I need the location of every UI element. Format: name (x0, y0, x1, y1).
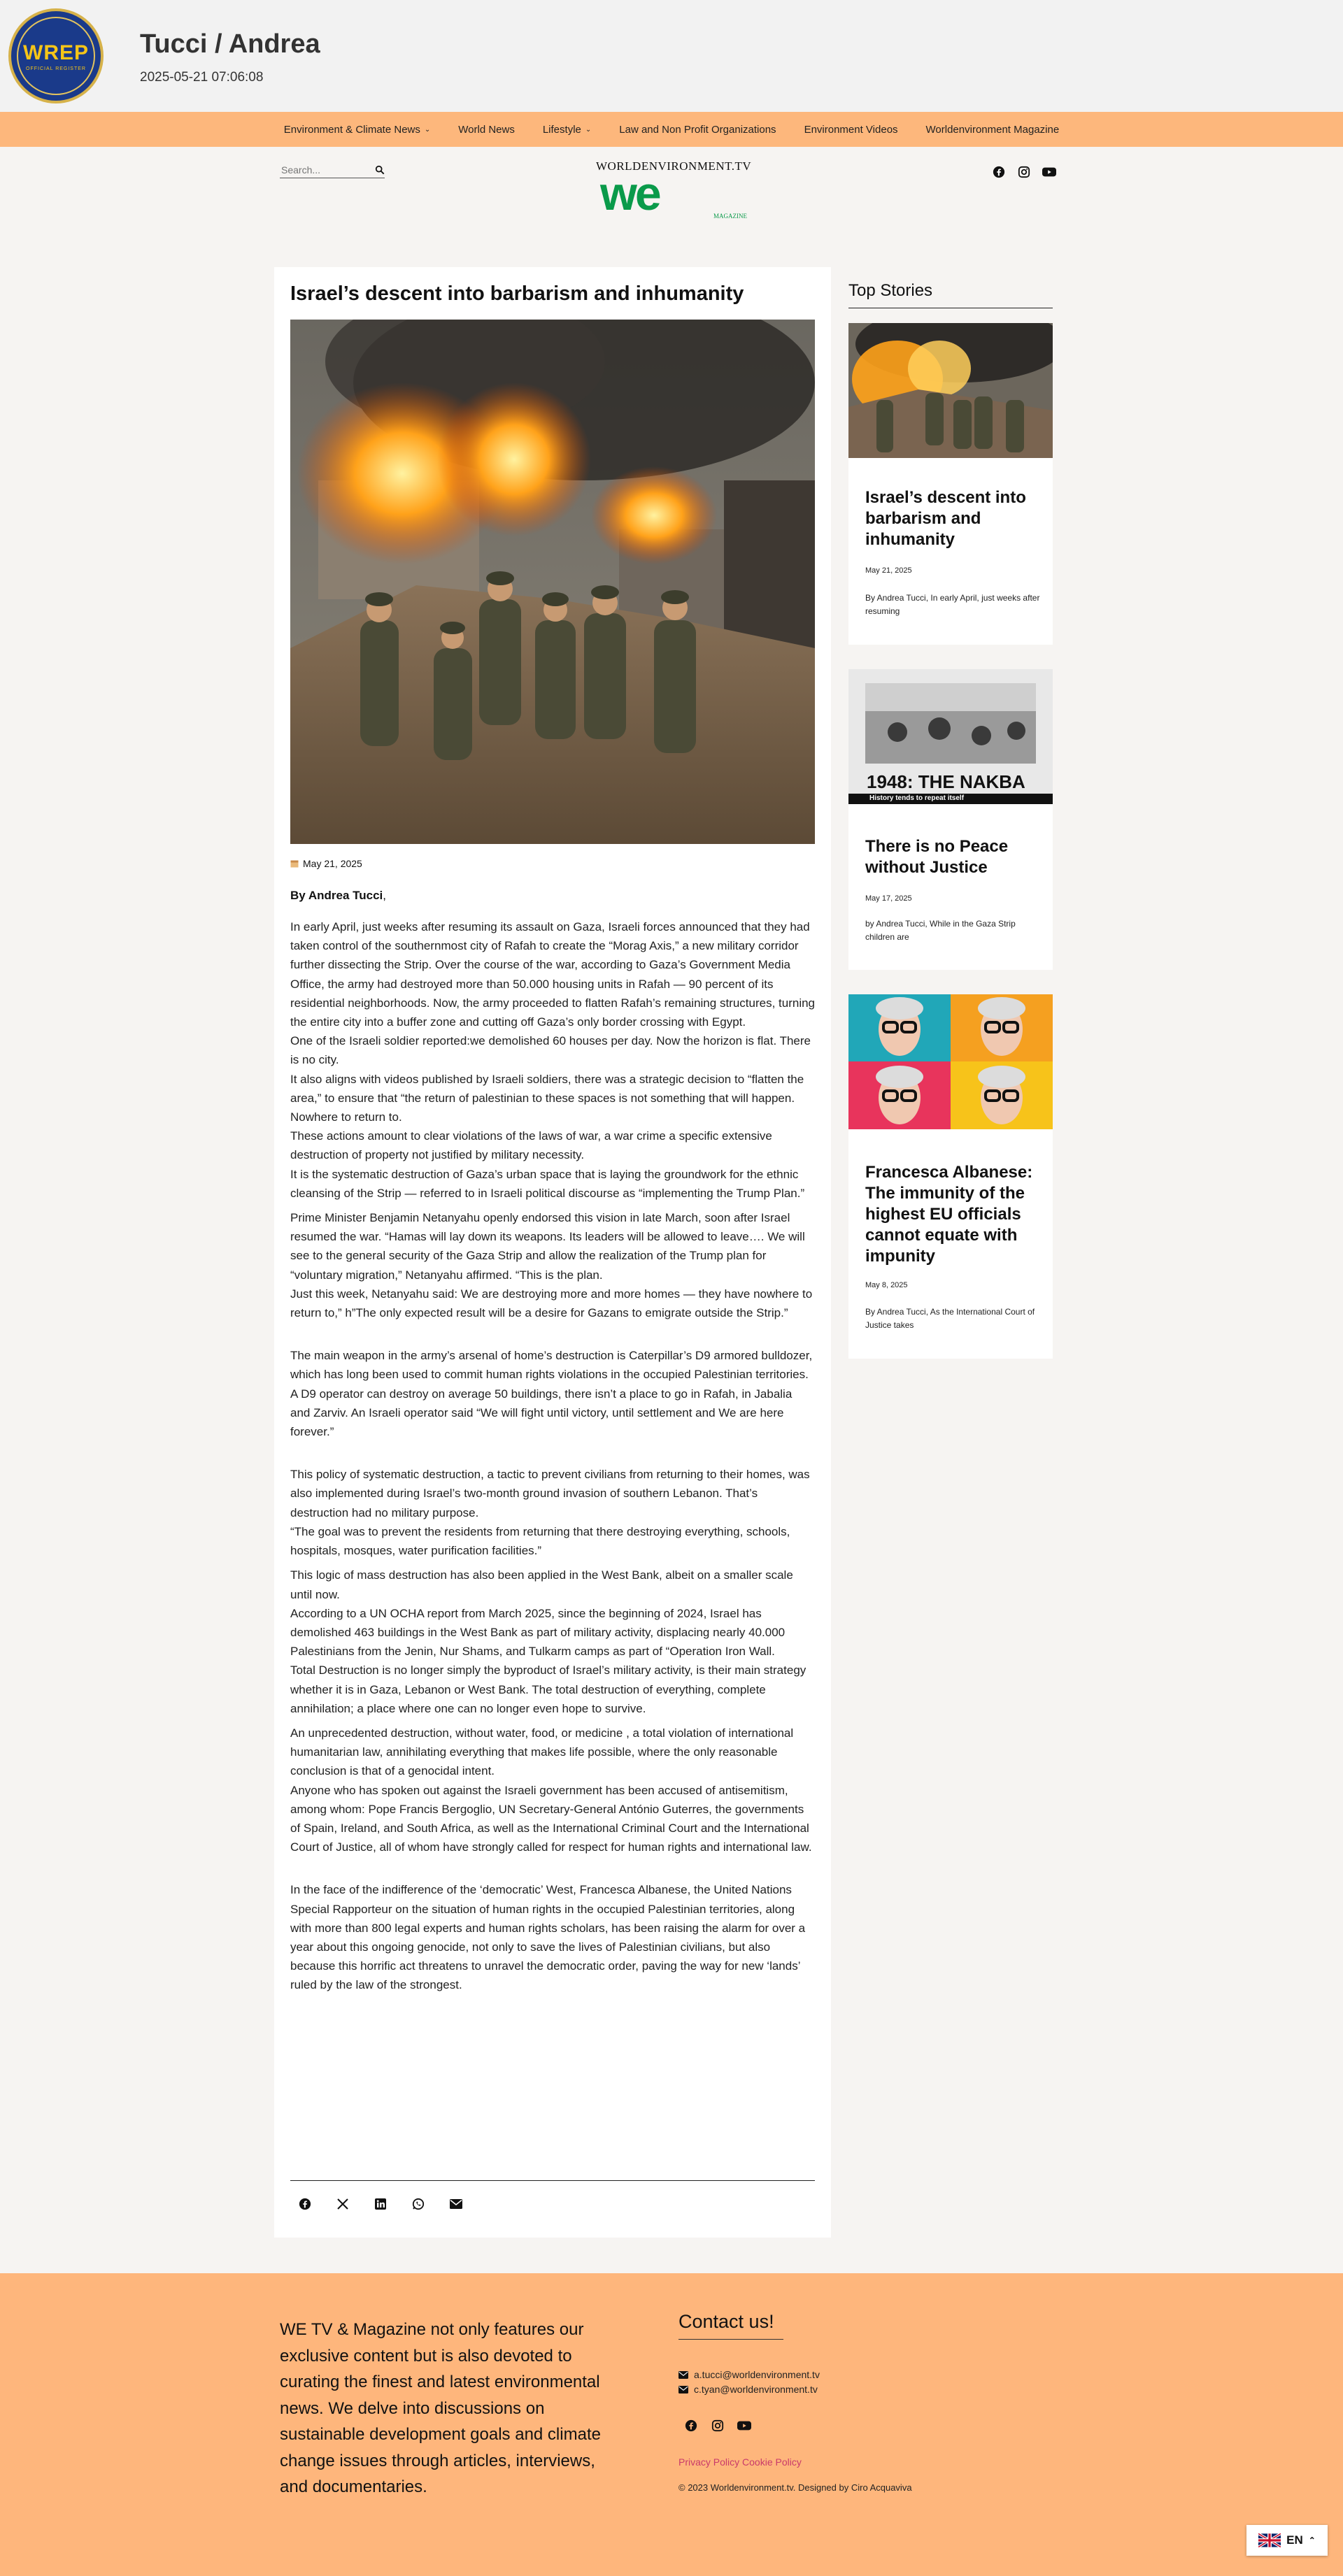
author-header (0, 0, 1343, 112)
cookie-policy-link[interactable]: Cookie Policy (742, 2456, 802, 2468)
search-icon[interactable] (375, 165, 385, 175)
nav-item-environment-climate-news[interactable] (284, 124, 430, 136)
article-hero-image (290, 320, 815, 844)
story-date: May 8, 2025 (865, 1281, 908, 1289)
uk-flag-icon (1258, 2533, 1281, 2547)
story-date: May 21, 2025 (865, 566, 912, 575)
youtube-icon[interactable] (1042, 165, 1056, 179)
nav-item-law-nonprofit[interactable] (619, 124, 776, 136)
story-excerpt: By Andrea Tucci, In early April, just weeks after resuming (865, 593, 1040, 616)
instagram-icon[interactable] (1017, 165, 1031, 179)
story-title[interactable]: There is no Peace without Justice (865, 837, 1009, 877)
chevron-down-icon: ⌄ (424, 125, 431, 134)
nav-item-label: World News (458, 123, 515, 136)
story-excerpt: By Andrea Tucci, As the International Court of Justice takes (865, 1307, 1035, 1330)
top-stories-heading: Top Stories (848, 281, 933, 300)
footer-copyright: © 2023 Worldenvironment.tv. Designed by Ciro Acquaviva (678, 2482, 912, 2493)
story-excerpt: by Andrea Tucci, While in the Gaza Strip children are (865, 919, 1016, 942)
language-code: EN (1286, 2533, 1303, 2547)
nav-item-environment-videos[interactable] (804, 124, 898, 136)
hero-photo-illustration (290, 320, 815, 844)
nav-item-label: Law and Non Profit Organizations (619, 123, 776, 136)
footer-contact-heading: Contact us! (678, 2311, 774, 2332)
facebook-icon[interactable] (684, 2419, 698, 2433)
nav-item-label: Environment & Climate News (283, 123, 420, 136)
story-card[interactable] (848, 994, 1053, 1359)
footer-email-link[interactable] (678, 2384, 818, 2395)
article-paragraph: In the face of the indifference of the ‘democratic’ West, Francesca Albanese, the United Nations Special Rapporteur on the situation of human rights in the occupied Palestinian territories, along with more than 800 legal experts and human rights scholars, has been raising the alarm for over a year about this ongoing genocide, not only to save the lives of Palestinian civilians, but also because this horrific act threatens to unravel the democratic order, paving the way for new ‘lands’ ruled by the law of the strongest. (290, 1883, 806, 1992)
article-title: Israel’s descent into barbarism and inhumanity (290, 282, 744, 305)
x-share-icon[interactable] (336, 2197, 350, 2211)
nav-item-lifestyle[interactable] (543, 124, 591, 136)
story-thumb-image-1 (848, 323, 1053, 458)
story-thumbnail[interactable] (848, 669, 1053, 804)
we-logo-top-text: WORLDENVIRONMENT.TV (596, 159, 752, 173)
envelope-icon (678, 2371, 688, 2379)
article-paragraph: Prime Minister Benjamin Netanyahu openly endorsed this vision in late March, soon after Israel resumed the war. “Hamas will lay down its weapons. Its leaders will be allowed to leave…. We will see to the general security of the Gaza Strip and allow the realization of the Trump plan for “voluntary migration,” Netanyahu affirmed. “This is the plan. Just this week, Netanyahu said: We are destroying more and more homes — they have nowhere to return to,” h”The only expected result will be a desire for Gazans to emigrate outside the Strip.” (290, 1211, 813, 1320)
email-text: a.tucci@worldenvironment.tv (694, 2369, 820, 2380)
timestamp: 2025-05-21 07:06:08 (140, 70, 264, 85)
spacer (290, 1328, 815, 1346)
nav-item-label: Environment Videos (804, 123, 898, 136)
author-name: Tucci / Andrea (140, 29, 320, 59)
footer-about-text: WE TV & Magazine not only features our exclusive content but is also devoted to curating the finest and latest environmental news. We delve into discussions on sustainable development goals and climate change issues through articles, interviews, and documentaries. (280, 2320, 601, 2496)
story-card[interactable] (848, 669, 1053, 970)
story-thumbnail[interactable] (848, 994, 1053, 1129)
nakba-thumb-sub: History tends to repeat itself (869, 794, 965, 802)
search-form (280, 162, 385, 178)
site-footer (0, 2273, 1343, 2576)
youtube-icon[interactable] (737, 2419, 751, 2433)
article-paragraph: An unprecedented destruction, without water, food, or medicine , a total violation of international humanitarian law, annihilating everything that makes life possible, where the only reasonable conclusion is that of a genocidal intent. Anyone who has spoken out against the Israeli government has been accused of antisemitism, among whom: Pope Francis Bergoglio, UN Secretary-General António Guterres, the governments of Spain, Ireland, and South Africa, as well as the International Criminal Court and the International Court of Justice, all of whom have strongly called for respect for human rights and international law. (290, 1726, 812, 1854)
envelope-icon (678, 2386, 688, 2393)
nav-item-world-news[interactable] (458, 124, 515, 136)
nav-item-label: Worldenvironment Magazine (925, 123, 1060, 136)
whatsapp-share-icon[interactable] (411, 2197, 425, 2211)
byline-author: By Andrea Tucci (290, 889, 383, 902)
spacer (290, 1447, 815, 1465)
article-byline (290, 889, 386, 903)
story-thumb-image-3 (848, 994, 1053, 1129)
chevron-up-icon: ⌃ (1308, 2535, 1316, 2545)
article-paragraph: The main weapon in the army’s arsenal of home’s destruction is Caterpillar’s D9 armored bulldozer, which has long been used to commit human rights violations in the occupied Palestinian territories. A D9 operator can destroy on average 50 buildings, there isn’t a place to go in Rafah, in Jabalia and Zarviv. An Israeli operator said “We will fight until victory, until settlement and We are here forever.” (290, 1349, 813, 1439)
article-body (290, 917, 815, 2001)
main-nav (0, 112, 1343, 147)
language-switcher[interactable] (1246, 2525, 1328, 2556)
byline-punct: , (383, 889, 386, 902)
article-date (290, 858, 362, 869)
footer-contact-divider (678, 2339, 783, 2340)
article-date-text: May 21, 2025 (303, 858, 362, 869)
footer-policy-links (678, 2456, 802, 2468)
we-logo-magazine: MAGAZINE (713, 213, 747, 220)
worldenvironment-logo[interactable] (596, 159, 752, 220)
instagram-icon[interactable] (711, 2419, 725, 2433)
chevron-down-icon: ⌄ (585, 125, 592, 134)
story-date: May 17, 2025 (865, 894, 912, 903)
calendar-icon (290, 859, 299, 868)
wrep-logo[interactable] (8, 8, 104, 103)
article-card (274, 267, 831, 2238)
facebook-share-icon[interactable] (298, 2197, 312, 2211)
header-social-links (992, 165, 1056, 179)
share-divider (290, 2180, 815, 2181)
article-paragraph: This logic of mass destruction has also been applied in the West Bank, albeit on a smaller scale until now. According to a UN OCHA report from March 2025, since the beginning of 2024, Israel has demolished 463 buildings in the West Bank as part of military activity, displacing nearly 40.000 Palestinians from the Jenin, Nur Shams, and Tulkarm camps as part of “Operation Iron Wall. Total Destruction is no longer simply the byproduct of Israel’s military activity, is their main strategy whether it is in Gaza, Lebanon or West Bank. The total destruction of everything, complete annihilation; a place where one can no longer even hope to survive. (290, 1568, 806, 1715)
article-paragraph: This policy of systematic destruction, a tactic to prevent civilians from returning to their homes, was also implemented during Israel’s two-month ground invasion of southern Lebanon. That’s destruction had no military purpose. “The goal was to prevent the residents from returning that there destroying everything, schools, hospitals, mosques, water purification facilities.” (290, 1468, 810, 1558)
story-title[interactable]: Francesca Albanese: The immunity of the highest EU officials cannot equate with impunity (865, 1163, 1033, 1266)
article-paragraph: In early April, just weeks after resuming its assault on Gaza, Israeli forces announced that they had taken control of the southernmost city of Rafah to create the “Morag Axis,” a new military corridor further dissecting the Strip. Over the course of the war, according to Gaza’s Government Media Office, the army had destroyed more than 50.000 housing units in Rafah — 90 percent of its residential neighborhoods. Now, the army proceeded to flatten Rafah’s remaining structures, turning the entire city into a buffer zone and cutting off Gaza’s only border crossing with Egypt. One of the Israeli soldier reported:we demolished 60 houses per day. Now the horizon is flat. There is no city. It also aligns with videos published by Israeli soldiers, there was a strategic decision to “flatten the area,” to ensure that “the return of palestinian to these spaces is not something that will happen. Nowhere to return to. These actions amount to clear violations of the laws of war, a war crime a specific extensive destruction of property not justified by military necessity. It is the systematic destruction of Gaza’s urban space that is laying the groundwork for the ethnic cleansing of the Strip — referred to in Israeli political discourse as “implementing the Trump Plan.” (290, 920, 816, 1200)
nav-item-worldenvironment-magazine[interactable] (926, 124, 1060, 136)
story-card[interactable] (848, 323, 1053, 645)
privacy-policy-link[interactable]: Privacy Policy (678, 2456, 740, 2468)
email-text: c.tyan@worldenvironment.tv (694, 2384, 818, 2395)
wrep-logo-text: WREP (23, 41, 89, 64)
footer-email-link[interactable] (678, 2369, 820, 2380)
story-thumbnail[interactable] (848, 323, 1053, 458)
nav-item-label: Lifestyle (542, 123, 581, 136)
footer-social-links (684, 2419, 751, 2433)
facebook-icon[interactable] (992, 165, 1006, 179)
email-share-icon[interactable] (449, 2197, 463, 2211)
wrep-logo-sub: OFFICIAL REGISTER (26, 66, 86, 71)
linkedin-share-icon[interactable] (374, 2197, 388, 2211)
wrep-logo-inner (17, 17, 95, 95)
share-buttons (298, 2197, 463, 2211)
story-title[interactable]: Israel’s descent into barbarism and inhumanity (865, 488, 1026, 549)
search-input[interactable] (280, 164, 367, 176)
spacer (290, 1862, 815, 1880)
we-logo-mark: we (600, 167, 660, 220)
nakba-thumb-title: 1948: THE NAKBA (867, 771, 1025, 792)
